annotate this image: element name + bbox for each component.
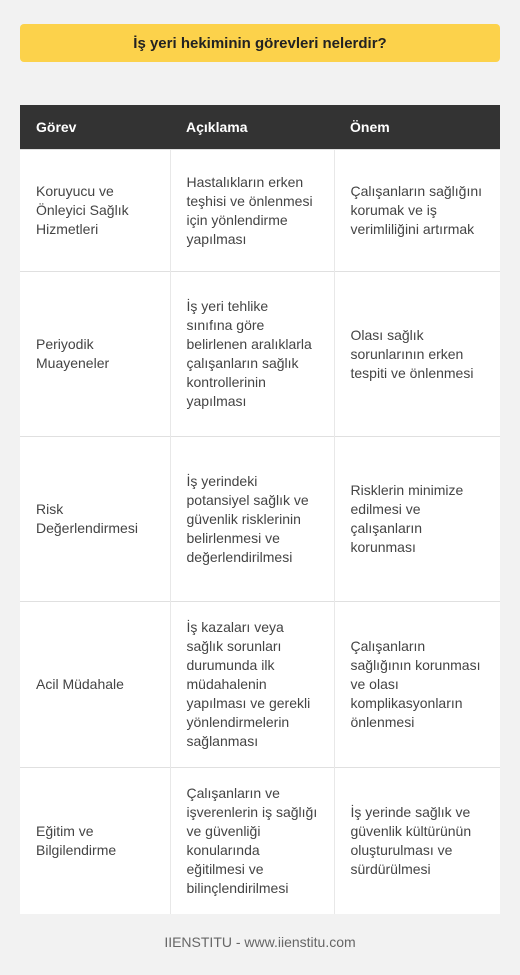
header-gorev: Görev bbox=[20, 105, 170, 150]
cell-gorev: Koruyucu ve Önleyici Sağlık Hizmetleri bbox=[20, 150, 170, 272]
table-header-row bbox=[20, 105, 500, 150]
cell-onem: Çalışanların sağlığının korunması ve olası komplikasyonların önlenmesi bbox=[334, 602, 500, 768]
page-title: İş yeri hekiminin görevleri nelerdir? bbox=[20, 24, 500, 62]
cell-aciklama: Çalışanların ve işverenlerin iş sağlığı ve güvenliği konularında eğitilmesi ve bilinçlendirilmesi bbox=[170, 768, 334, 914]
table-row bbox=[20, 150, 500, 272]
header-onem: Önem bbox=[334, 105, 500, 150]
cell-onem: Olası sağlık sorunlarının erken tespiti ve önlenmesi bbox=[334, 272, 500, 437]
cell-aciklama: İş yerindeki potansiyel sağlık ve güvenlik risklerinin belirlenmesi ve değerlendirilmesi bbox=[170, 437, 334, 602]
cell-gorev: Periyodik Muayeneler bbox=[20, 272, 170, 437]
table-row bbox=[20, 272, 500, 437]
cell-gorev: Eğitim ve Bilgilendirme bbox=[20, 768, 170, 914]
table-row bbox=[20, 602, 500, 768]
table-row bbox=[20, 437, 500, 602]
cell-gorev: Risk Değerlendirmesi bbox=[20, 437, 170, 602]
cell-onem: Çalışanların sağlığını korumak ve iş verimliliğini artırmak bbox=[334, 150, 500, 272]
cell-aciklama: İş yeri tehlike sınıfına göre belirlenen aralıklarla çalışanların sağlık kontrollerinin yapılması bbox=[170, 272, 334, 437]
header-aciklama: Açıklama bbox=[170, 105, 334, 150]
cell-gorev: Acil Müdahale bbox=[20, 602, 170, 768]
cell-aciklama: İş kazaları veya sağlık sorunları durumunda ilk müdahalenin yapılması ve gerekli yönlendirmelerin sağlanması bbox=[170, 602, 334, 768]
table-row bbox=[20, 768, 500, 914]
duties-table bbox=[20, 105, 500, 914]
footer-credit: IIENSTITU - www.iienstitu.com bbox=[164, 934, 356, 950]
cell-onem: İş yerinde sağlık ve güvenlik kültürünün oluşturulması ve sürdürülmesi bbox=[334, 768, 500, 914]
cell-onem: Risklerin minimize edilmesi ve çalışanların korunması bbox=[334, 437, 500, 602]
cell-aciklama: Hastalıkların erken teşhisi ve önlenmesi için yönlendirme yapılması bbox=[170, 150, 334, 272]
